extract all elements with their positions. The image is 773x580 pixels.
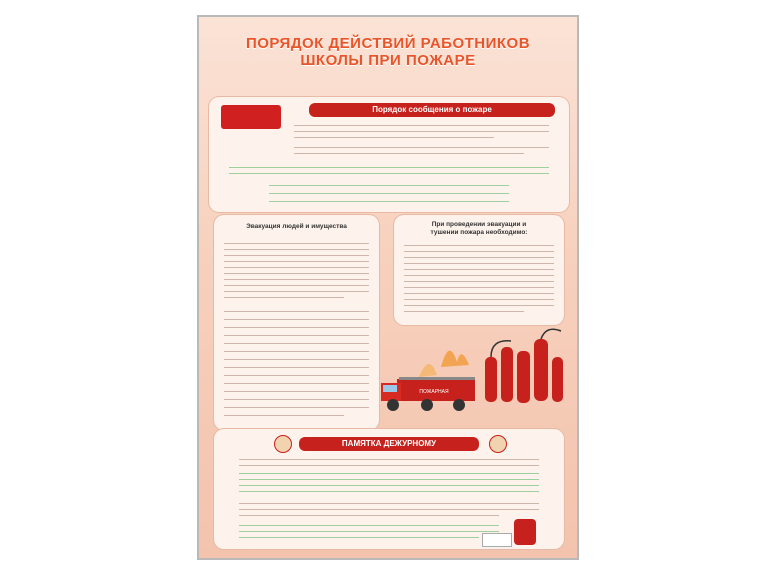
fire-truck-icon [381, 377, 475, 411]
truck-label: ПОЖАРНАЯ [419, 389, 449, 395]
fire-extinguishers-icon [485, 329, 563, 403]
firefighting-header-line2: тушении пожара необходимо: [430, 229, 528, 236]
evacuation-header: Эвакуация людей и имущества [246, 223, 347, 230]
fire-report-panel [209, 97, 569, 212]
fire-equipment-illustration [379, 317, 569, 432]
firefighter-avatar-right [489, 435, 507, 453]
poster-title-line1: ПОРЯДОК ДЕЙСТВИЙ РАБОТНИКОВ [245, 35, 531, 52]
duty-memo-panel [214, 429, 564, 549]
poster [197, 15, 579, 560]
evacuation-panel [214, 215, 379, 430]
extinguisher-small-icon [514, 519, 536, 545]
book-icon [482, 533, 512, 547]
fire-flames [419, 351, 469, 377]
firefighter-avatar-left [274, 435, 292, 453]
fire-report-header: Порядок сообщения о пожаре [309, 103, 555, 117]
poster-title-line2: ШКОЛЫ ПРИ ПОЖАРЕ [300, 52, 476, 69]
duty-memo-header: ПАМЯТКА ДЕЖУРНОМУ [299, 437, 479, 451]
fire-alarm-image [221, 105, 281, 129]
firefighting-panel [394, 215, 564, 325]
firefighting-header-line1: При проведении эвакуации и [431, 221, 527, 228]
